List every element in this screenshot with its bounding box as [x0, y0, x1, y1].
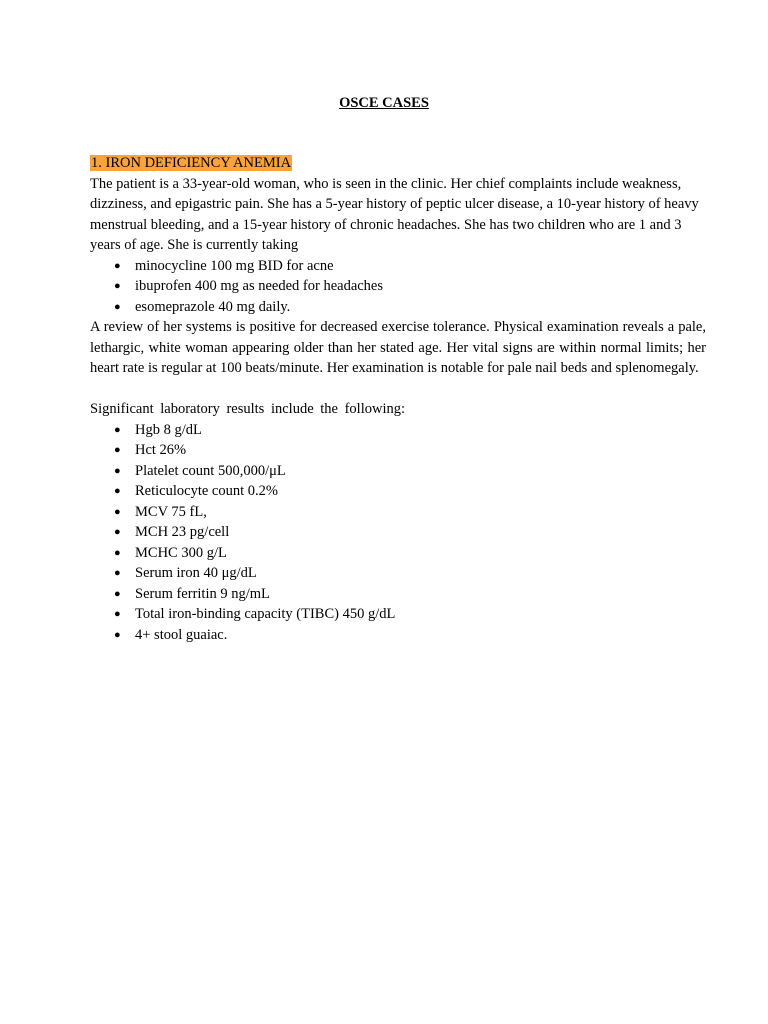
bullet-icon: ● [114, 608, 121, 620]
list-item [90, 440, 706, 461]
lab-result-text: MCH 23 pg/cell [135, 524, 230, 540]
list-item [90, 297, 706, 318]
bullet-icon: ● [114, 526, 121, 538]
list-item [90, 563, 706, 584]
list-item [90, 625, 706, 646]
list-item [90, 502, 706, 523]
lab-result-text: 4+ stool guaiac. [135, 626, 228, 643]
review-paragraph: A review of her systems is positive for decreased exercise tolerance. Physical examination reveals a pale, lethargic, white woman appearing older than her stated age. Her vital signs are within normal limits; her heart rate is regular at 100 beats/minute. Her examination is notable for pale nail beds and splenomegaly. [90, 319, 706, 376]
lab-result-text: Serum ferritin 9 ng/mL [135, 585, 270, 602]
bullet-icon: ● [114, 587, 121, 600]
list-item [90, 481, 706, 502]
lab-result-text: Platelet count 500,000/μL [135, 462, 286, 479]
lab-result-text: Serum iron 40 μg/dL [135, 565, 257, 581]
lab-result-text: MCV 75 fL, [135, 503, 207, 520]
list-item [90, 604, 706, 625]
medication-list [90, 256, 706, 318]
bullet-icon: ● [114, 546, 121, 559]
lab-result-text: Total iron-binding capacity (TIBC) 450 g/dL [135, 606, 396, 622]
bullet-icon: ● [114, 423, 121, 436]
lab-result-text: Hgb 8 g/dL [135, 421, 202, 438]
bullet-icon: ● [114, 444, 121, 456]
list-item [90, 584, 706, 605]
bullet-icon: ● [114, 567, 121, 579]
bullet-icon: ● [114, 464, 121, 477]
labs-intro: Significant laboratory results include the following: [90, 401, 406, 417]
list-item [90, 461, 706, 482]
list-item [90, 276, 706, 297]
bullet-icon: ● [114, 628, 121, 641]
list-item [90, 543, 706, 564]
bullet-icon: ● [114, 259, 121, 272]
case-heading: 1. IRON DEFICIENCY ANEMIA [91, 155, 292, 171]
bullet-icon: ● [114, 300, 121, 313]
list-item [90, 420, 706, 441]
document-title: OSCE CASES [339, 95, 429, 111]
case-heading-line [90, 153, 706, 174]
document-body [90, 153, 706, 645]
lab-result-text: Reticulocyte count 0.2% [135, 483, 278, 499]
lab-result-text: MCHC 300 g/L [135, 544, 227, 561]
lab-results-list [90, 420, 706, 646]
paragraph-spacer [90, 379, 706, 400]
case-intro-paragraph: The patient is a 33-year-old woman, who is seen in the clinic. Her chief complaints include weakness, dizziness, and epigastric pain. She has a 5-year history of peptic ulcer disease, a 10-year history of heavy menstrual bleeding, and a 15-year history of chronic headaches. She has two children who are 1 and 3 years of age. She is currently taking [90, 175, 699, 253]
bullet-icon: ● [114, 280, 121, 292]
medication-text: ibuprofen 400 mg as needed for headaches [135, 278, 384, 294]
medication-text: esomeprazole 40 mg daily. [135, 298, 291, 315]
lab-result-text: Hct 26% [135, 442, 187, 458]
bullet-icon: ● [114, 505, 121, 518]
bullet-icon: ● [114, 485, 121, 497]
medication-text: minocycline 100 mg BID for acne [135, 257, 334, 274]
list-item [90, 256, 706, 277]
list-item [90, 522, 706, 543]
